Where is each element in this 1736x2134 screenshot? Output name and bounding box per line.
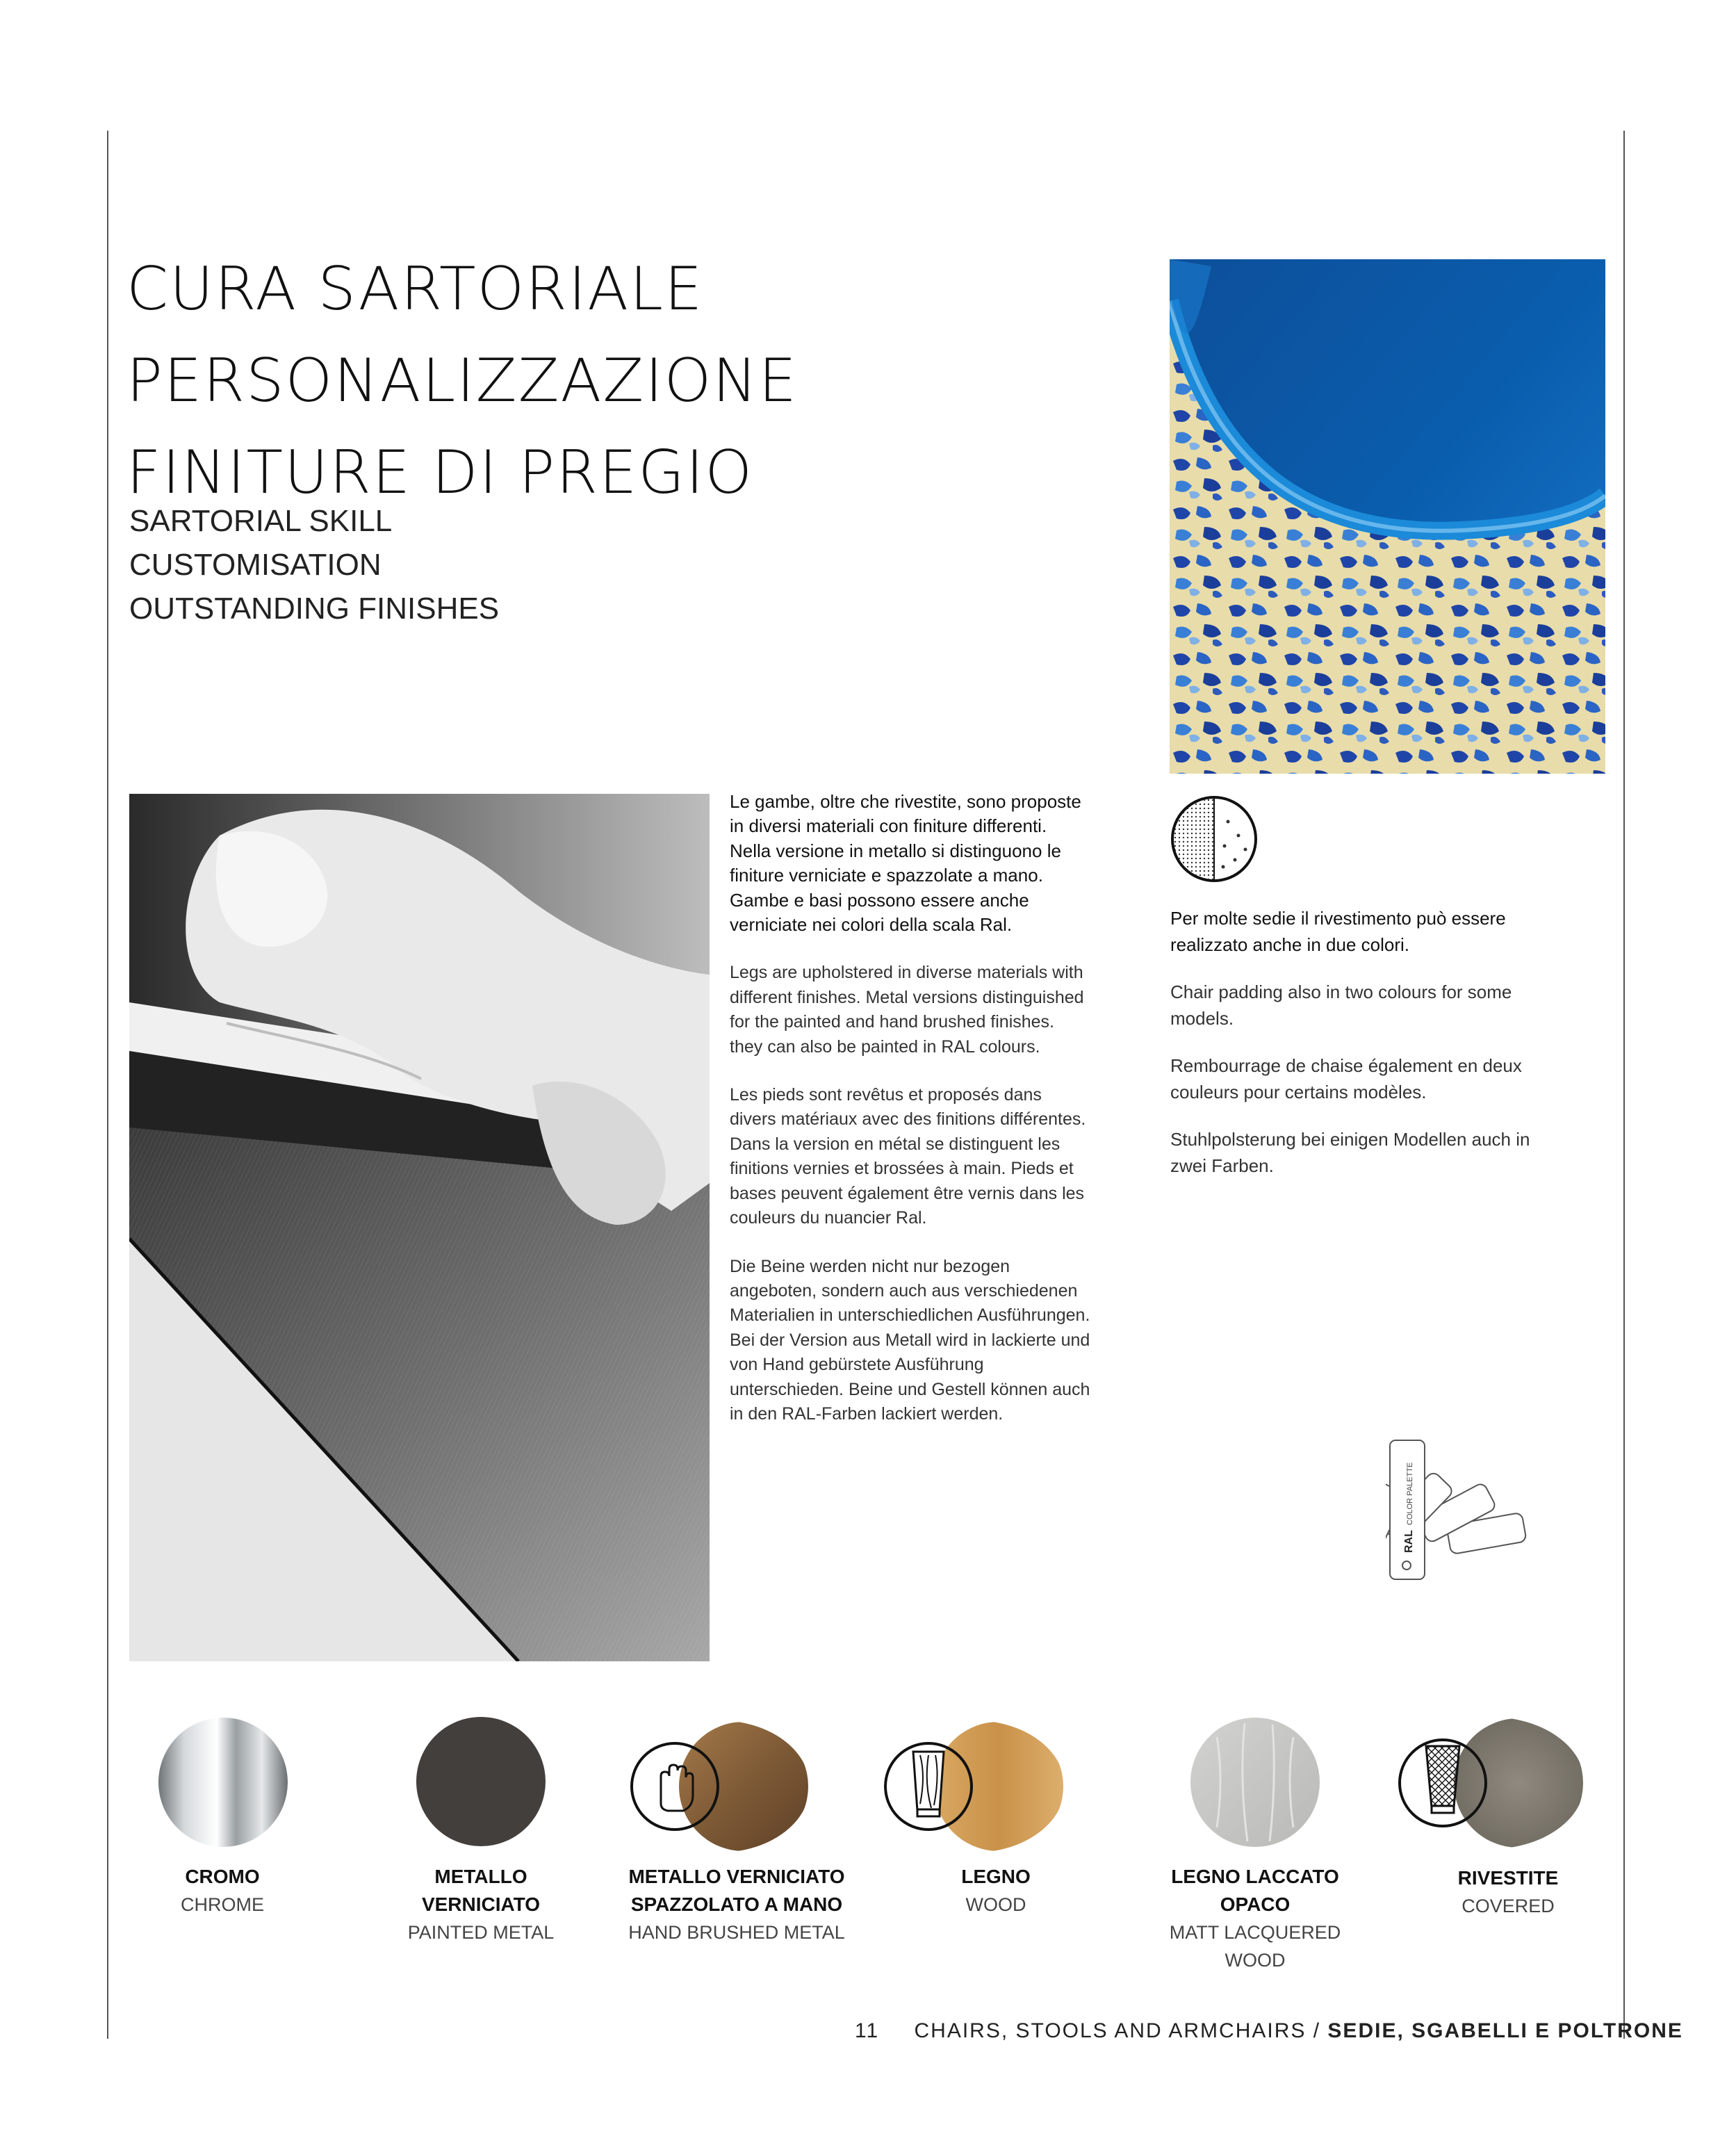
legs-description — [730, 790, 1091, 1450]
finish-painted-metal-it: METALLO VERNICIATO — [421, 1866, 541, 1915]
hand-brush-icon — [632, 1743, 718, 1830]
painted-metal-swatch — [416, 1716, 546, 1847]
finish-wood-it: LEGNO — [961, 1866, 1031, 1887]
page-number: 11 — [855, 2019, 880, 2042]
upholstery-photo — [1170, 259, 1605, 774]
finish-chrome-it: CROMO — [185, 1866, 260, 1887]
two-colour-padding-icon — [1169, 794, 1259, 884]
legs-text-en: Legs are upholstered in diverse materials with different finishes. Metal versions distinguished for the painted and hand brushed finishes. they can also be painted in RAL colours. — [730, 963, 1084, 1057]
page-title — [126, 243, 798, 519]
wood-leg-icon — [885, 1743, 972, 1830]
legs-text-fr: Les pieds sont revêtus et proposés dans divers matériaux avec des finitions différentes. Dans la version en métal se distinguent les finitions vernies et brossées à main. Pieds et bases peuvent également être vernis dans les couleurs du nuancier Ral. — [730, 1085, 1086, 1228]
padding-text-fr: Rembourrage de chaise également en deux couleurs pour certains modèles. — [1170, 1055, 1522, 1102]
right-margin-rule — [1623, 131, 1625, 2039]
finish-wood-en: WOOD — [965, 1894, 1026, 1915]
left-margin-rule — [107, 131, 108, 2039]
finish-covered-en: COVERED — [1461, 1896, 1555, 1916]
ral-brand-text: RAL — [1403, 1530, 1415, 1553]
padding-description — [1170, 905, 1559, 1200]
ral-caption-text: COLOR PALETTE — [1406, 1462, 1414, 1525]
title-line-1: CURA SARTORIALE — [126, 254, 704, 324]
footer-separator: / — [1313, 2019, 1321, 2042]
finish-chrome-en: CHROME — [181, 1894, 264, 1915]
legs-text-it: Le gambe, oltre che rivestite, sono proposte in diversi materiali con finiture differenti. Nella versione in metallo si distinguono le finiture verniciate e spazzolate a mano. Gambe e basi possono essere anche verniciate nei colori della scala Ral. — [730, 791, 1081, 936]
legs-text-de: Die Beine werden nicht nur bezogen angeboten, sondern auch aus verschiedenen Materialien in unterschiedlichen Ausführungen. Bei der Version aus Metall wird in lackierte und von Hand gebürstete Ausführung unterschieden. Beine und Gestell können auch in den RAL-Farben lackiert werden. — [730, 1256, 1090, 1424]
finish-brushed-metal-it: METALLO VERNICIATO SPAZZOLATO A MANO — [628, 1866, 845, 1915]
finish-covered-it: RIVESTITE — [1457, 1867, 1559, 1889]
footer-section-en: CHAIRS, STOOLS AND ARMCHAIRS — [914, 2019, 1307, 2042]
footer-section-it: SEDIE, SGABELLI E POLTRONE — [1327, 2019, 1683, 2042]
finish-painted-metal-en: PAINTED METAL — [407, 1922, 555, 1943]
covered-leg-icon — [1400, 1740, 1486, 1826]
padding-text-en: Chair padding also in two colours for some models. — [1170, 982, 1512, 1029]
finish-lacquered-wood — [1137, 1863, 1373, 1974]
finish-wood — [892, 1863, 1100, 1919]
covered-swatch — [1397, 1717, 1584, 1849]
wood-swatch — [884, 1720, 1065, 1852]
finish-lacquered-wood-it: LEGNO LACCATO OPACO — [1171, 1866, 1339, 1915]
finish-covered — [1404, 1864, 1612, 1920]
chrome-swatch — [157, 1716, 289, 1848]
finish-lacquered-wood-en: MATT LACQUERED WOOD — [1169, 1922, 1341, 1971]
subtitle-line-1: SARTORIAL SKILL — [129, 504, 393, 538]
finish-brushed-metal-en: HAND BRUSHED METAL — [628, 1922, 845, 1943]
hand-brushing-photo — [129, 794, 710, 1661]
padding-text-de: Stuhlpolsterung bei einigen Modellen auch in zwei Farben. — [1170, 1129, 1530, 1176]
finish-brushed-metal — [619, 1863, 855, 1946]
title-line-2: PERSONALIZZAZIONE — [126, 346, 798, 416]
padding-text-it: Per molte sedie il rivestimento può essere realizzato anche in due colori. — [1170, 908, 1506, 955]
subtitle-line-3: OUTSTANDING FINISHES — [129, 592, 500, 626]
lacquered-wood-swatch — [1189, 1716, 1321, 1848]
subtitle-line-2: CUSTOMISATION — [129, 548, 382, 582]
brushed-metal-swatch — [629, 1720, 810, 1852]
page-footer — [855, 2019, 1683, 2043]
page-subtitle — [129, 499, 499, 630]
title-line-3: FINITURE DI PREGIO — [126, 438, 754, 507]
finish-painted-metal — [377, 1863, 585, 1946]
ral-color-palette-icon — [1386, 1433, 1532, 1586]
finish-chrome — [118, 1863, 327, 1919]
